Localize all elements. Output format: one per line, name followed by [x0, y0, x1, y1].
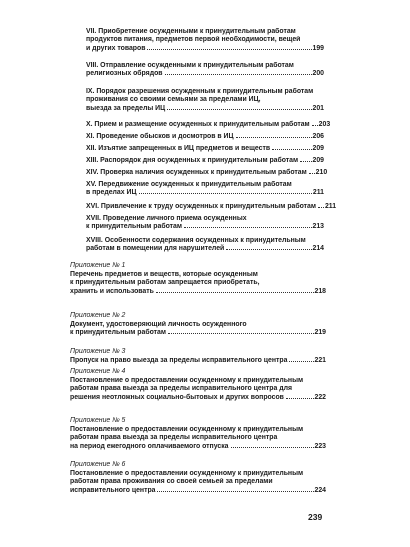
- toc-last-line: [86, 133, 324, 141]
- toc-entry: [86, 145, 324, 153]
- toc-page-number: 210: [315, 169, 328, 176]
- appendix-heading: Приложение № 5: [70, 417, 126, 424]
- toc-entry: [86, 121, 331, 129]
- toc-entry: [86, 215, 324, 232]
- toc-entry: [86, 157, 324, 165]
- toc-last-line: [70, 288, 326, 297]
- dot-leader: [226, 249, 311, 250]
- toc-entry: [86, 237, 324, 254]
- toc-last-line: [86, 145, 324, 153]
- toc-entry-text: XIII. Распорядок дня осужденных к принудительным работам: [86, 157, 299, 164]
- toc-entry-line: проживания со своими семьями за пределами ИЦ,: [86, 96, 261, 104]
- dot-leader: [318, 207, 324, 208]
- appendix-line: Документ, удостоверяющий личность осужденного: [70, 320, 247, 328]
- toc-last-line: [70, 487, 326, 496]
- appendix-line: работам права выезда за пределы исправительного центра: [70, 434, 278, 442]
- dot-leader: [309, 173, 315, 174]
- toc-page-number: 206: [312, 133, 324, 140]
- appendix-line: работам права выезда за пределы исправительного центра для: [70, 385, 292, 393]
- appendix-line: Перечень предметов и веществ, которые осужденным: [70, 270, 258, 278]
- appendix-line: Постановление о предоставлении осужденному к принудительным: [70, 376, 304, 384]
- toc-last-line: [70, 357, 326, 366]
- toc-last-line: [86, 105, 324, 113]
- toc-last-line: [86, 121, 331, 129]
- toc-entry-text: XI. Проведение обысков и досмотров в ИЦ: [86, 133, 234, 140]
- toc-entry: [86, 133, 324, 141]
- toc-page-number: 221: [314, 356, 326, 364]
- toc-entry-line: VIII. Отправление осужденными к принудительным работам: [86, 62, 294, 69]
- toc-entry-text: на период ежегодного оплачиваемого отпуска: [70, 442, 229, 450]
- toc-page-number: 209: [312, 145, 324, 152]
- toc-entry: [86, 203, 337, 211]
- toc-entry: [86, 62, 324, 79]
- toc-entry-text: к принудительным работам: [70, 329, 166, 337]
- toc-entry-line: IX. Порядок разрешения осужденным к принудительным работам: [86, 88, 314, 95]
- toc-last-line: [70, 329, 326, 338]
- toc-page-number: 219: [314, 329, 326, 337]
- dot-leader: [231, 447, 314, 448]
- toc-entry-text: к принудительным работам: [86, 223, 182, 231]
- appendix-heading: Приложение № 4: [70, 368, 126, 375]
- appendix-line: работам права проживания со своей семьей за пределами: [70, 478, 273, 486]
- toc-entry-text: работам в помещении для нарушителей: [86, 245, 225, 253]
- toc-page-number: 199: [312, 44, 324, 52]
- appendix-entry: [70, 417, 326, 451]
- toc-last-line: [70, 443, 326, 452]
- toc-page-number: 200: [312, 70, 324, 78]
- dot-leader: [289, 361, 313, 362]
- appendix-entry: [70, 461, 326, 495]
- toc-page-number: 218: [314, 287, 326, 295]
- toc-page-number: 203: [318, 121, 331, 128]
- dot-leader: [184, 227, 312, 228]
- toc-entry: [86, 28, 324, 53]
- dot-leader: [300, 161, 311, 162]
- toc-page-number: 224: [314, 486, 326, 494]
- appendix-heading: Приложение № 6: [70, 461, 126, 468]
- toc-page-number: 211: [324, 203, 337, 210]
- dot-leader: [286, 398, 314, 399]
- toc-entry-text: XIV. Проверка наличия осужденных к принудительным работам: [86, 169, 307, 176]
- dot-leader: [165, 74, 312, 75]
- appendix-entry: [70, 312, 326, 338]
- toc-page-number: 209: [312, 157, 324, 164]
- toc-entry-text: XVI. Привлечение к труду осужденных к принудительным работам: [86, 203, 316, 210]
- dot-leader: [157, 491, 313, 492]
- dot-leader: [167, 109, 311, 110]
- toc-entry-text: исправительного центра: [70, 486, 156, 494]
- toc-entry-line: продуктов питания, предметов первой необходимости, вещей: [86, 36, 301, 44]
- appendix-heading: Приложение № 2: [70, 312, 126, 319]
- toc-page-number: 214: [312, 245, 324, 253]
- dot-leader: [236, 137, 312, 138]
- toc-entry: [86, 169, 328, 177]
- dot-leader: [312, 125, 318, 126]
- toc-page-number: 201: [312, 104, 324, 112]
- toc-entry-line: XVIII. Особенности содержания осужденных к принудительным: [86, 237, 306, 244]
- dot-leader: [139, 193, 312, 194]
- toc-entry-text: в пределах ИЦ: [86, 189, 137, 197]
- toc-page-number: 223: [314, 442, 326, 450]
- appendix-entry: [70, 262, 326, 296]
- toc-last-line: [86, 245, 324, 253]
- toc-last-line: [70, 394, 326, 403]
- toc-last-line: [86, 70, 324, 78]
- toc-entry-text: решения неотложных социально-бытовых и других вопросов: [70, 393, 284, 401]
- toc-last-line: [86, 45, 324, 53]
- toc-last-line: [86, 203, 337, 211]
- dot-leader: [147, 49, 311, 50]
- appendix-line: к принудительным работам запрещается приобретать,: [70, 279, 260, 287]
- toc-last-line: [86, 157, 324, 165]
- appendix-entry: [70, 368, 326, 402]
- toc-last-line: [86, 169, 328, 177]
- toc-page-number: 213: [312, 223, 324, 231]
- toc-entry: [86, 181, 324, 198]
- appendix-heading: Приложение № 1: [70, 262, 126, 269]
- dot-leader: [156, 292, 314, 293]
- appendix-line: Постановление о предоставлении осужденному к принудительным: [70, 425, 304, 433]
- toc-page-number: 211: [312, 189, 324, 197]
- toc-last-line: [86, 223, 324, 231]
- toc-entry-text: хранить и использовать: [70, 287, 154, 295]
- toc-entry-text: выезда за пределы ИЦ: [86, 104, 166, 112]
- toc-entry-text: Пропуск на право выезда за пределы исправительного центра: [70, 356, 288, 364]
- dot-leader: [168, 333, 314, 334]
- toc-last-line: [86, 189, 324, 197]
- toc-entry: [86, 88, 324, 113]
- toc-entry-line: XVII. Проведение личного приема осужденных: [86, 215, 247, 222]
- toc-page-number: 222: [314, 393, 326, 401]
- toc-entry-text: религиозных обрядов: [86, 70, 163, 78]
- toc-entry-text: и других товаров: [86, 44, 146, 52]
- dot-leader: [272, 149, 311, 150]
- toc-entry-text: X. Прием и размещение осужденных к принудительным работам: [86, 121, 310, 128]
- toc-entry-text: XII. Изъятие запрещенных в ИЦ предметов и веществ: [86, 145, 271, 152]
- appendix-line: Постановление о предоставлении осужденному к принудительным: [70, 469, 304, 477]
- appendix-entry: [70, 348, 326, 365]
- toc-entry-line: XV. Передвижение осужденных к принудительным работам: [86, 181, 292, 188]
- page-number: 239: [308, 512, 323, 522]
- appendix-heading: Приложение № 3: [70, 348, 126, 355]
- toc-entry-line: VII. Приобретение осужденными к принудительным работам: [86, 28, 296, 35]
